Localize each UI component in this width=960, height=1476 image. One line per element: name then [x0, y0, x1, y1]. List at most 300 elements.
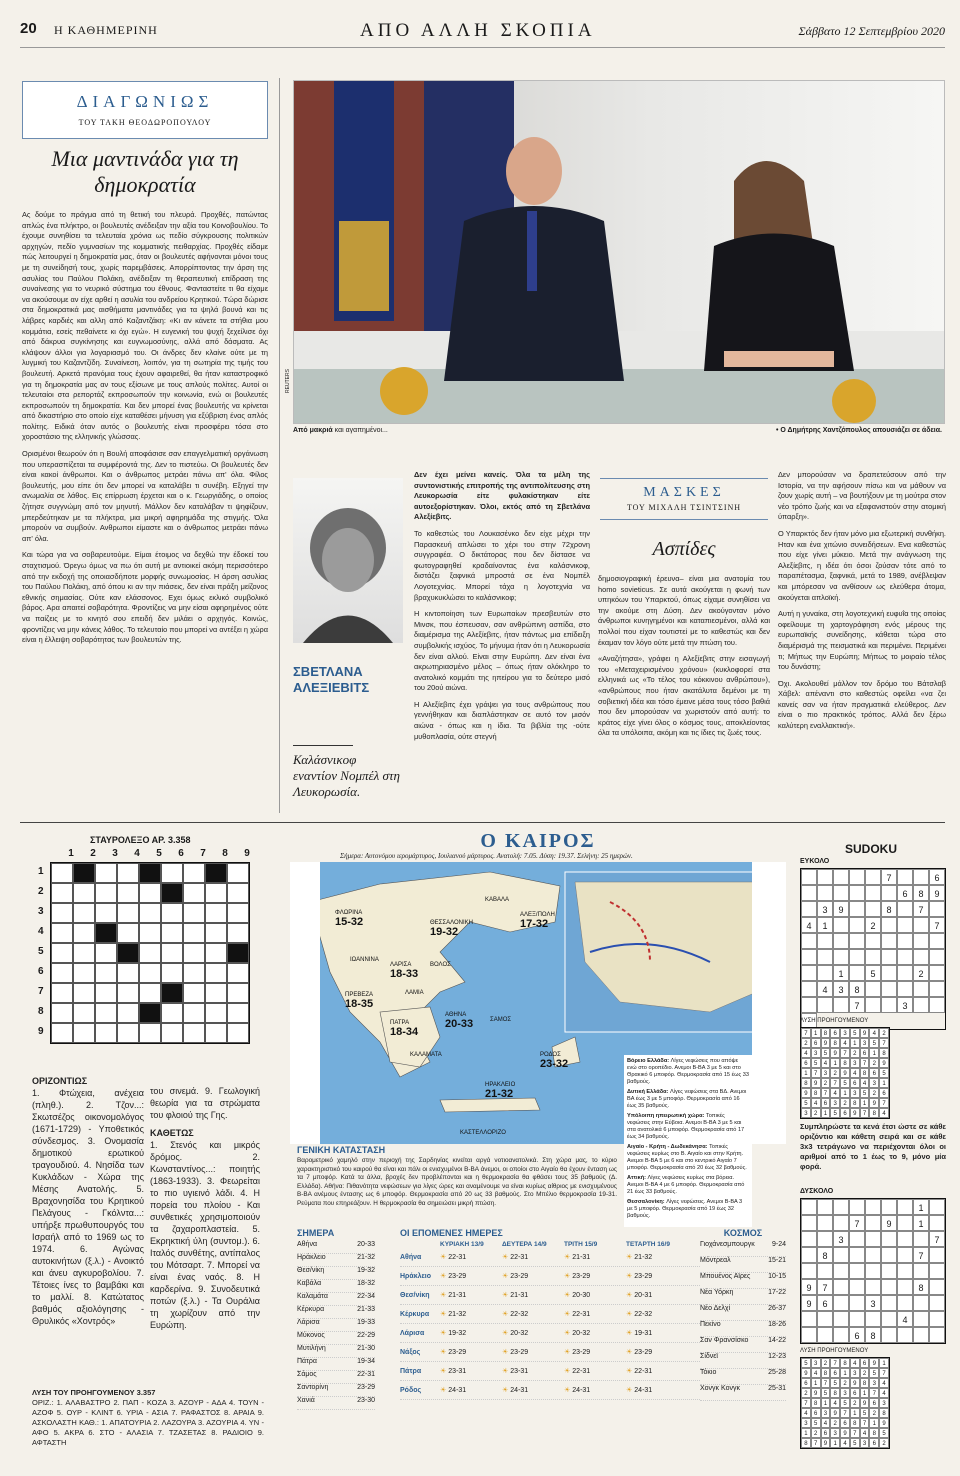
sudoku-cell: 8 — [821, 1028, 831, 1038]
crossword-cell[interactable] — [161, 883, 183, 903]
weather-city — [430, 920, 473, 938]
crossword-cell[interactable] — [205, 983, 227, 1003]
crossword-cell[interactable] — [183, 863, 205, 883]
sudoku-cell: 9 — [879, 1418, 889, 1428]
sudoku-cell — [865, 901, 881, 917]
crossword-cell[interactable] — [95, 963, 117, 983]
sudoku-cell: 8 — [840, 1358, 850, 1368]
next-row — [400, 1324, 700, 1343]
crossword-cell[interactable] — [117, 883, 139, 903]
sudoku-cell: 5 — [801, 1358, 811, 1368]
sudoku-cell — [929, 965, 945, 981]
sudoku-cell — [833, 1263, 849, 1279]
sudoku-cell: 1 — [840, 1088, 850, 1098]
temp-range: 12-23 — [768, 1353, 786, 1360]
sudoku-cell: 6 — [850, 1078, 860, 1088]
sudoku-cell: 4 — [897, 1311, 913, 1327]
sudoku-cell — [817, 1311, 833, 1327]
sudoku-cell: 2 — [821, 1078, 831, 1088]
crossword-cell[interactable] — [183, 943, 205, 963]
crossword-cell[interactable] — [95, 863, 117, 883]
forecast-cell — [502, 1386, 564, 1394]
sudoku-cell — [881, 949, 897, 965]
weather-city-name: ΗΡΑΚΛΕΙΟ — [485, 1082, 516, 1088]
sudoku-cell: 4 — [821, 1058, 831, 1068]
crossword-down — [150, 1085, 260, 1385]
photo-caption-text: και αγαπημένοι... — [334, 427, 388, 434]
crossword-cell[interactable] — [227, 943, 249, 963]
sudoku-cell: 2 — [840, 1098, 850, 1108]
temp-range: 20-30 — [572, 1292, 591, 1299]
sudoku-cell: 4 — [830, 1398, 840, 1408]
crossword-col-number: 1 — [68, 848, 74, 859]
crossword-cell[interactable] — [95, 903, 117, 923]
crossword-cell[interactable] — [73, 943, 95, 963]
city-name: Χανιά — [297, 1397, 315, 1404]
crossword-col-number: 8 — [222, 848, 228, 859]
sudoku-cell: 7 — [913, 1247, 929, 1263]
weather-city-name: ΡΟΔΟΣ — [540, 1052, 561, 1058]
weather-city — [460, 1130, 506, 1136]
sudoku-cell: 3 — [833, 981, 849, 997]
crossword-cell[interactable] — [139, 883, 161, 903]
sudoku-cell: 6 — [817, 1295, 833, 1311]
sudoku-cell: 9 — [840, 1428, 850, 1438]
crossword-cell[interactable] — [161, 963, 183, 983]
sudoku-cell: 9 — [801, 1088, 811, 1098]
sun-icon: ☀ — [626, 1292, 633, 1299]
city-name: Τόκιο — [700, 1369, 717, 1376]
sudoku-cell: 1 — [869, 1418, 879, 1428]
city-name: Κέρκυρα — [297, 1306, 325, 1313]
diagonios-body — [22, 210, 268, 810]
weather-title: Ο ΚΑΙΡΟΣ — [480, 830, 596, 852]
regional-text: Τοπικές νεφώσεις στην Εύβοια. Ανεμοι Β-ΒΑ 3 με 5 και στα ανατολικά 6 μποφόρ. Θερμοκρασία από 17 έως 34 βαθμούς. — [627, 1113, 745, 1140]
sudoku-cell: 9 — [929, 885, 945, 901]
crossword-cell[interactable] — [161, 863, 183, 883]
sudoku-cell: 9 — [811, 1078, 821, 1088]
crossword-cell[interactable] — [117, 963, 139, 983]
sudoku-cell: 2 — [830, 1068, 840, 1078]
temp-range: 19-31 — [634, 1330, 653, 1337]
temp-range: 21-32 — [357, 1254, 375, 1261]
crossword-cell[interactable] — [117, 863, 139, 883]
sudoku-cell — [865, 997, 881, 1013]
across-continued: του σινεμά. 9. Γεωλογική θεωρία για τα στρώματα του φλοιού της Γης. — [150, 1086, 260, 1120]
crossword-cell[interactable] — [139, 1003, 161, 1023]
sun-icon: ☀ — [564, 1330, 571, 1337]
sun-icon: ☀ — [564, 1387, 571, 1394]
forecast-cell — [440, 1329, 502, 1337]
crossword-cell[interactable] — [73, 903, 95, 923]
sudoku-cell: 9 — [801, 1279, 817, 1295]
sudoku-cell — [849, 1231, 865, 1247]
weather-city-name: ΚΑΣΤΕΛΛΟΡΙΖΟ — [460, 1130, 506, 1136]
temp-range: 23-29 — [448, 1349, 467, 1356]
sun-icon: ☀ — [502, 1349, 509, 1356]
forecast-cell — [502, 1291, 564, 1299]
crossword-col-number: 2 — [90, 848, 96, 859]
sudoku-cell — [833, 1199, 849, 1215]
crossword-cell[interactable] — [51, 1023, 73, 1043]
temp-range: 24-31 — [634, 1387, 653, 1394]
crossword-cell[interactable] — [183, 963, 205, 983]
forecast-cell — [626, 1272, 688, 1280]
world-row — [700, 1385, 786, 1401]
sudoku-cell — [929, 1199, 945, 1215]
sudoku-cell — [913, 1263, 929, 1279]
crossword-cell[interactable] — [205, 883, 227, 903]
crossword-cell[interactable] — [95, 1023, 117, 1043]
crossword-cell[interactable] — [51, 983, 73, 1003]
sudoku-cell: 8 — [811, 1088, 821, 1098]
weather-legend — [290, 862, 320, 1144]
regional-text: Λίγες νεφώσεις στα ΒΔ. Ανεμοι ΒΑ έως 3 με 5 μποφόρ. Θερμοκρασία από 16 έως 35 βαθμούς. — [627, 1089, 747, 1109]
sudoku-cell: 6 — [821, 1428, 831, 1438]
today-row — [297, 1306, 375, 1319]
crossword-cell[interactable] — [73, 863, 95, 883]
regional-text: Τοπικές νεφώσεις κυρίως στο Β. Αιγαίο και στην Κρήτη. Ανεμοι Β-ΒΑ 5 με 6 και στο κεντρικό Αιγαίο 7 μποφόρ. Θερμοκρασία από 20 έως 32 βαθμούς. — [627, 1144, 747, 1171]
crossword-cell[interactable] — [95, 883, 117, 903]
sudoku-cell — [897, 917, 913, 933]
sudoku-cell: 6 — [801, 1058, 811, 1068]
sun-icon: ☀ — [502, 1330, 509, 1337]
crossword-cell[interactable] — [73, 983, 95, 1003]
article-paragraph: Δεν μπορούσαν να δραπετεύσουν από την Ιστορία, να την αφήσουν πίσω και να μάθουν να ζουν χωρίς αυτή – να βουτήξουν με τη μούτρα στον νέο τρόπο ζωής και να εξαφανιστούν στην ατομική ύπαρξη». — [778, 470, 946, 522]
crossword-cell[interactable] — [227, 883, 249, 903]
crossword-cell[interactable] — [205, 1023, 227, 1043]
sudoku-cell: 7 — [881, 869, 897, 885]
sudoku-cell — [849, 901, 865, 917]
crossword-cell[interactable] — [205, 903, 227, 923]
sudoku-cell — [881, 1231, 897, 1247]
sudoku-hard-grid[interactable] — [800, 1198, 946, 1344]
crossword-cell[interactable] — [161, 1003, 183, 1023]
weather-city-temp: 20-33 — [445, 1018, 474, 1030]
sudoku-cell — [865, 1215, 881, 1231]
sudoku-cell: 1 — [811, 1378, 821, 1388]
article-paragraph: Και τώρα για να σοβαρευτούμε. Είμαι έτοιμος να δεχθώ την έδοκεί του σταχτισμού. Όρεγω όμως να πω ότι αυτή με αντιοικεί ακόμη περισσότερο από την εκδοχή της οποιασδήποτε μορφής συνωμοσίας. Η άρση ασυλίας του Παύλου Πολάκη, από όπου κι αν την πιάσεις, δεν είναι πράξη μείζονος εθνικής σημασίας. Ούτε καν ελάσσονος. Εχει όμως εκλικό συμβολικό βάρος. Αρα απαιτεί σοβαρότητα. Φροντίζεις να μην είσαι αφηρημένος ούτε να παίζεις με το κινητό σου επειδή δεν μιλάει ο αρχηγός. Κοινώς, φροντίζεις να μην κάνεις λάθος. Το τελευταίο που μπορεί να αντέξει η χώρα είναι η έλλειψη σοβαρότητας των βουλευτών της. — [22, 550, 268, 645]
sudoku-cell: 5 — [850, 1028, 860, 1038]
sun-icon: ☀ — [626, 1368, 633, 1375]
crossword-cell[interactable] — [227, 983, 249, 1003]
crossword-cell[interactable] — [139, 963, 161, 983]
weather-city-name: ΚΑΛΑΜΑΤΑ — [410, 1052, 442, 1058]
weather-city — [345, 992, 373, 1010]
crossword-cell[interactable] — [73, 923, 95, 943]
forecast-cell — [502, 1272, 564, 1280]
city-name: Σίδνεϊ — [700, 1353, 718, 1360]
sudoku-cell — [801, 1231, 817, 1247]
sudoku-prev-solution-2 — [800, 1357, 890, 1449]
sudoku-cell: 9 — [840, 1068, 850, 1078]
forecast-cell — [440, 1386, 502, 1394]
crossword-cell[interactable] — [205, 1003, 227, 1023]
sudoku-cell: 7 — [811, 1438, 821, 1448]
across-clues: 1. Φτώχεια, ανέχεια (πληθ.). 2. Τζον...: Σκωτσέζος οικονομολόγος (1671-1729) - Υποθετικός σύνδεσμος. 3. Ονομασία δημοτικού ερωτικού τραγουδιού. 4. Νησίδα των Κυκλάδων - Χώρα της Μέσης Ανατολής. 5. Βραχονησίδα του Κρητικού Πελάγους - Γκόλντα...: υπήρξε πρωθυπουργός του Ισραήλ από το 1969 ως το 1974. 6. Αγώνας αυτοκινήτων (ξ.λ.) - Ανοικτό και άνευ αγκυροβολίου. 7. Τέτοιες ίνες το βαμβάκι και το μαλλί. 8. Κατώτατος βαθμός αξιολόγησης - Θρυλικός «Χοντρός» — [32, 1088, 144, 1326]
temp-range: 21-31 — [572, 1254, 591, 1261]
crossword-cell[interactable] — [227, 903, 249, 923]
forecast-cell — [440, 1310, 502, 1318]
crossword-cell[interactable] — [227, 963, 249, 983]
sudoku-cell — [865, 885, 881, 901]
regional-text: Λίγες νεφώσεις κυρίως στα βόρεια. Ανεμοι Β-ΒΑ 4 με 6 μποφόρ. Θερμοκρασία από 21 έως 33 βαθμούς. — [627, 1175, 745, 1195]
day-label: ΚΥΡΙΑΚΗ 13/9 — [440, 1241, 484, 1248]
sudoku-cell: 8 — [913, 1279, 929, 1295]
sudoku-cell — [849, 885, 865, 901]
sudoku-cell: 1 — [850, 1408, 860, 1418]
crossword-cell[interactable] — [139, 983, 161, 1003]
crossword-cell[interactable] — [51, 923, 73, 943]
city-name: Νέα Υόρκη — [700, 1289, 734, 1296]
crossword-cell[interactable] — [161, 903, 183, 923]
crossword-cell[interactable] — [117, 1023, 139, 1043]
crossword-cell[interactable] — [51, 963, 73, 983]
sudoku-cell — [801, 1215, 817, 1231]
regional-name: Υπόλοιπη ηπειρωτική χώρα: — [627, 1113, 706, 1119]
sudoku-cell — [849, 1311, 865, 1327]
sudoku-cell: 8 — [849, 981, 865, 997]
sun-icon: ☀ — [564, 1254, 571, 1261]
today-row — [297, 1397, 375, 1410]
crossword-cell[interactable] — [183, 1003, 205, 1023]
weather-city-name: ΛΑΜΙΑ — [405, 990, 424, 996]
forecast-cell — [564, 1367, 626, 1375]
sudoku-cell — [913, 869, 929, 885]
sudoku-cell — [897, 1231, 913, 1247]
sun-icon: ☀ — [626, 1387, 633, 1394]
sudoku-cell — [881, 1263, 897, 1279]
sudoku-cell: 1 — [860, 1388, 870, 1398]
crossword-cell[interactable] — [73, 1023, 95, 1043]
crossword-cell[interactable] — [183, 983, 205, 1003]
sudoku-cell: 4 — [850, 1068, 860, 1078]
alexievich-body — [414, 470, 590, 810]
next-row — [400, 1286, 700, 1305]
sudoku-cell — [897, 1215, 913, 1231]
crossword-cell[interactable] — [205, 963, 227, 983]
sudoku-cell: 1 — [860, 1098, 870, 1108]
crossword-cell[interactable] — [51, 1003, 73, 1023]
sudoku-cell: 3 — [869, 1378, 879, 1388]
crossword-cell[interactable] — [117, 923, 139, 943]
crossword-cell[interactable] — [161, 923, 183, 943]
weather-city-name: ΒΟΛΟΣ — [430, 962, 451, 968]
crossword-cell[interactable] — [73, 1003, 95, 1023]
photo-illustration — [294, 81, 945, 424]
sudoku-cell: 1 — [817, 917, 833, 933]
today-row — [297, 1254, 375, 1267]
sudoku-cell: 7 — [840, 1048, 850, 1058]
world-row — [700, 1321, 786, 1337]
forecast-cell — [626, 1329, 688, 1337]
sudoku-cell — [881, 933, 897, 949]
sudoku-cell — [897, 1295, 913, 1311]
sudoku-cell: 9 — [860, 1398, 870, 1408]
world-row — [700, 1337, 786, 1353]
crossword-cell[interactable] — [117, 903, 139, 923]
crossword-cell[interactable] — [95, 943, 117, 963]
crossword-cell[interactable] — [227, 1003, 249, 1023]
sudoku-cell — [897, 933, 913, 949]
crossword-cell[interactable] — [227, 863, 249, 883]
crossword-cell[interactable] — [117, 1003, 139, 1023]
forecast-cell — [502, 1310, 564, 1318]
day-label: ΤΕΤΑΡΤΗ 16/9 — [626, 1241, 670, 1248]
crossword-cell[interactable] — [51, 903, 73, 923]
forecast-cell — [626, 1367, 688, 1375]
next-row — [400, 1343, 700, 1362]
column-kicker: ΜΑΣΚΕΣ — [643, 485, 725, 500]
crossword-cell[interactable] — [139, 923, 161, 943]
forecast-cell — [502, 1329, 564, 1337]
weather-city-temp: 18-33 — [390, 968, 419, 980]
sudoku-cell — [929, 933, 945, 949]
sudoku-cell: 3 — [821, 1408, 831, 1418]
sun-icon: ☀ — [502, 1254, 509, 1261]
crossword-cell[interactable] — [117, 983, 139, 1003]
crossword-col-number: 4 — [134, 848, 140, 859]
sudoku-cell — [817, 997, 833, 1013]
sudoku-cell — [833, 933, 849, 949]
weather-city-temp: 18-35 — [345, 998, 374, 1010]
crossword-cell[interactable] — [51, 943, 73, 963]
weather-subtitle: Σήμερα: Αυτονόμου ιερομάρτυρος, Ιουλιανού μάρτυρος. Ανατολή: 7.05. Δύση: 19.37. Σελήνη: 25 ημερών. — [340, 852, 633, 860]
sudoku-cell: 2 — [801, 1388, 811, 1398]
crossword-cell[interactable] — [205, 943, 227, 963]
crossword-row-number: 6 — [38, 966, 44, 977]
sudoku-cell: 3 — [850, 1368, 860, 1378]
sun-icon: ☀ — [626, 1254, 633, 1261]
weather-city — [430, 962, 451, 968]
sudoku-cell — [801, 885, 817, 901]
crossword-grid[interactable] — [50, 862, 250, 1044]
crossword-cell[interactable] — [51, 883, 73, 903]
next-row — [400, 1362, 700, 1381]
crossword-cell[interactable] — [183, 923, 205, 943]
sun-icon: ☀ — [440, 1311, 447, 1318]
sudoku-cell: 3 — [811, 1048, 821, 1058]
sudoku-cell: 4 — [879, 1378, 889, 1388]
temp-range: 22-29 — [357, 1332, 375, 1339]
sudoku-cell: 1 — [850, 1038, 860, 1048]
crossword-cell[interactable] — [51, 863, 73, 883]
sudoku-cell — [801, 1263, 817, 1279]
crossword-cell[interactable] — [95, 983, 117, 1003]
crossword-cell[interactable] — [117, 943, 139, 963]
crossword-cell[interactable] — [73, 963, 95, 983]
sudoku-cell — [929, 1327, 945, 1343]
solution-title: ΛΥΣΗ ΤΟΥ ΠΡΟΗΓΟΥΜΕΝΟΥ 3.357 — [32, 1388, 156, 1397]
crossword-cell[interactable] — [227, 923, 249, 943]
crossword-solution — [32, 1388, 264, 1450]
temp-range: 20-32 — [572, 1330, 591, 1337]
crossword-cell[interactable] — [95, 1003, 117, 1023]
crossword-cell[interactable] — [95, 923, 117, 943]
side-caption: • Ο Δημήτρης Χαντζόπουλος απουσιάζει σε άδεια. — [775, 427, 942, 434]
sudoku-cell — [849, 965, 865, 981]
forecast-cell — [440, 1291, 502, 1299]
sudoku-easy-grid[interactable] — [800, 868, 946, 1030]
sudoku-cell: 3 — [840, 1388, 850, 1398]
sudoku-cell: 1 — [830, 1058, 840, 1068]
crossword-cell[interactable] — [73, 883, 95, 903]
across-title: ΟΡΙΖΟΝΤΙΩΣ — [32, 1076, 88, 1086]
sudoku-cell: 7 — [817, 1279, 833, 1295]
temp-range: 19-32 — [448, 1330, 467, 1337]
sudoku-cell: 5 — [840, 1398, 850, 1408]
crossword-cell[interactable] — [139, 903, 161, 923]
sudoku-cell — [865, 1311, 881, 1327]
crossword-cell[interactable] — [161, 983, 183, 1003]
temp-range: 21-31 — [510, 1292, 529, 1299]
sudoku-cell: 8 — [913, 885, 929, 901]
city-name: Αθήνα — [297, 1241, 318, 1248]
sudoku-cell — [833, 1279, 849, 1295]
crossword-cell[interactable] — [183, 1023, 205, 1043]
city-name: Πάτρα — [400, 1367, 422, 1375]
sudoku-cell: 3 — [850, 1058, 860, 1068]
sudoku-cell: 3 — [879, 1398, 889, 1408]
crossword-cell[interactable] — [139, 1023, 161, 1043]
today-row — [297, 1358, 375, 1371]
world-row — [700, 1289, 786, 1305]
sudoku-cell: 4 — [801, 1048, 811, 1058]
sudoku-prev-label: ΛΥΣΗ ΠΡΟΗΓΟΥΜΕΝΟΥ — [800, 1018, 869, 1024]
temp-range: 9-24 — [771, 1241, 786, 1248]
main-photo — [293, 80, 945, 424]
city-name: Ρόδος — [400, 1386, 422, 1394]
sudoku-cell: 9 — [881, 1215, 897, 1231]
weather-city — [390, 1020, 418, 1038]
sudoku-cell — [817, 965, 833, 981]
world-row — [700, 1369, 786, 1385]
crossword-cell[interactable] — [205, 923, 227, 943]
sudoku-cell: 6 — [929, 869, 945, 885]
city-name: Θεσ/νίκη — [400, 1291, 430, 1299]
sudoku-cell: 7 — [879, 1368, 889, 1378]
sudoku-cell — [801, 1311, 817, 1327]
crossword-cell[interactable] — [139, 863, 161, 883]
sudoku-cell: 2 — [850, 1398, 860, 1408]
world-row — [700, 1273, 786, 1289]
next-row — [400, 1381, 700, 1400]
crossword-cell[interactable] — [139, 943, 161, 963]
sudoku-cell: 2 — [869, 1058, 879, 1068]
crossword-title-text: ΣΤΑΥΡΟΛΕΞΟ — [90, 835, 150, 845]
crossword-cell[interactable] — [161, 943, 183, 963]
crossword-cell[interactable] — [183, 883, 205, 903]
sudoku-cell: 7 — [849, 1215, 865, 1231]
world-row — [700, 1353, 786, 1369]
temp-range: 23-31 — [510, 1368, 529, 1375]
crossword-cell[interactable] — [205, 863, 227, 883]
crossword-cell[interactable] — [227, 1023, 249, 1043]
forecast-cell — [564, 1329, 626, 1337]
sudoku-cell: 8 — [830, 1388, 840, 1398]
weather-city — [490, 1017, 511, 1023]
sudoku-cell: 2 — [811, 1428, 821, 1438]
crossword-row-number: 7 — [38, 986, 44, 997]
today-row — [297, 1293, 375, 1306]
crossword-cell[interactable] — [161, 1023, 183, 1043]
weather-city-temp: 15-32 — [335, 916, 364, 928]
crossword-cell[interactable] — [183, 903, 205, 923]
sudoku-cell: 1 — [821, 1398, 831, 1408]
forecast-cell — [626, 1291, 688, 1299]
sudoku-cell: 1 — [833, 965, 849, 981]
weather-city-temp: 17-32 — [520, 918, 549, 930]
